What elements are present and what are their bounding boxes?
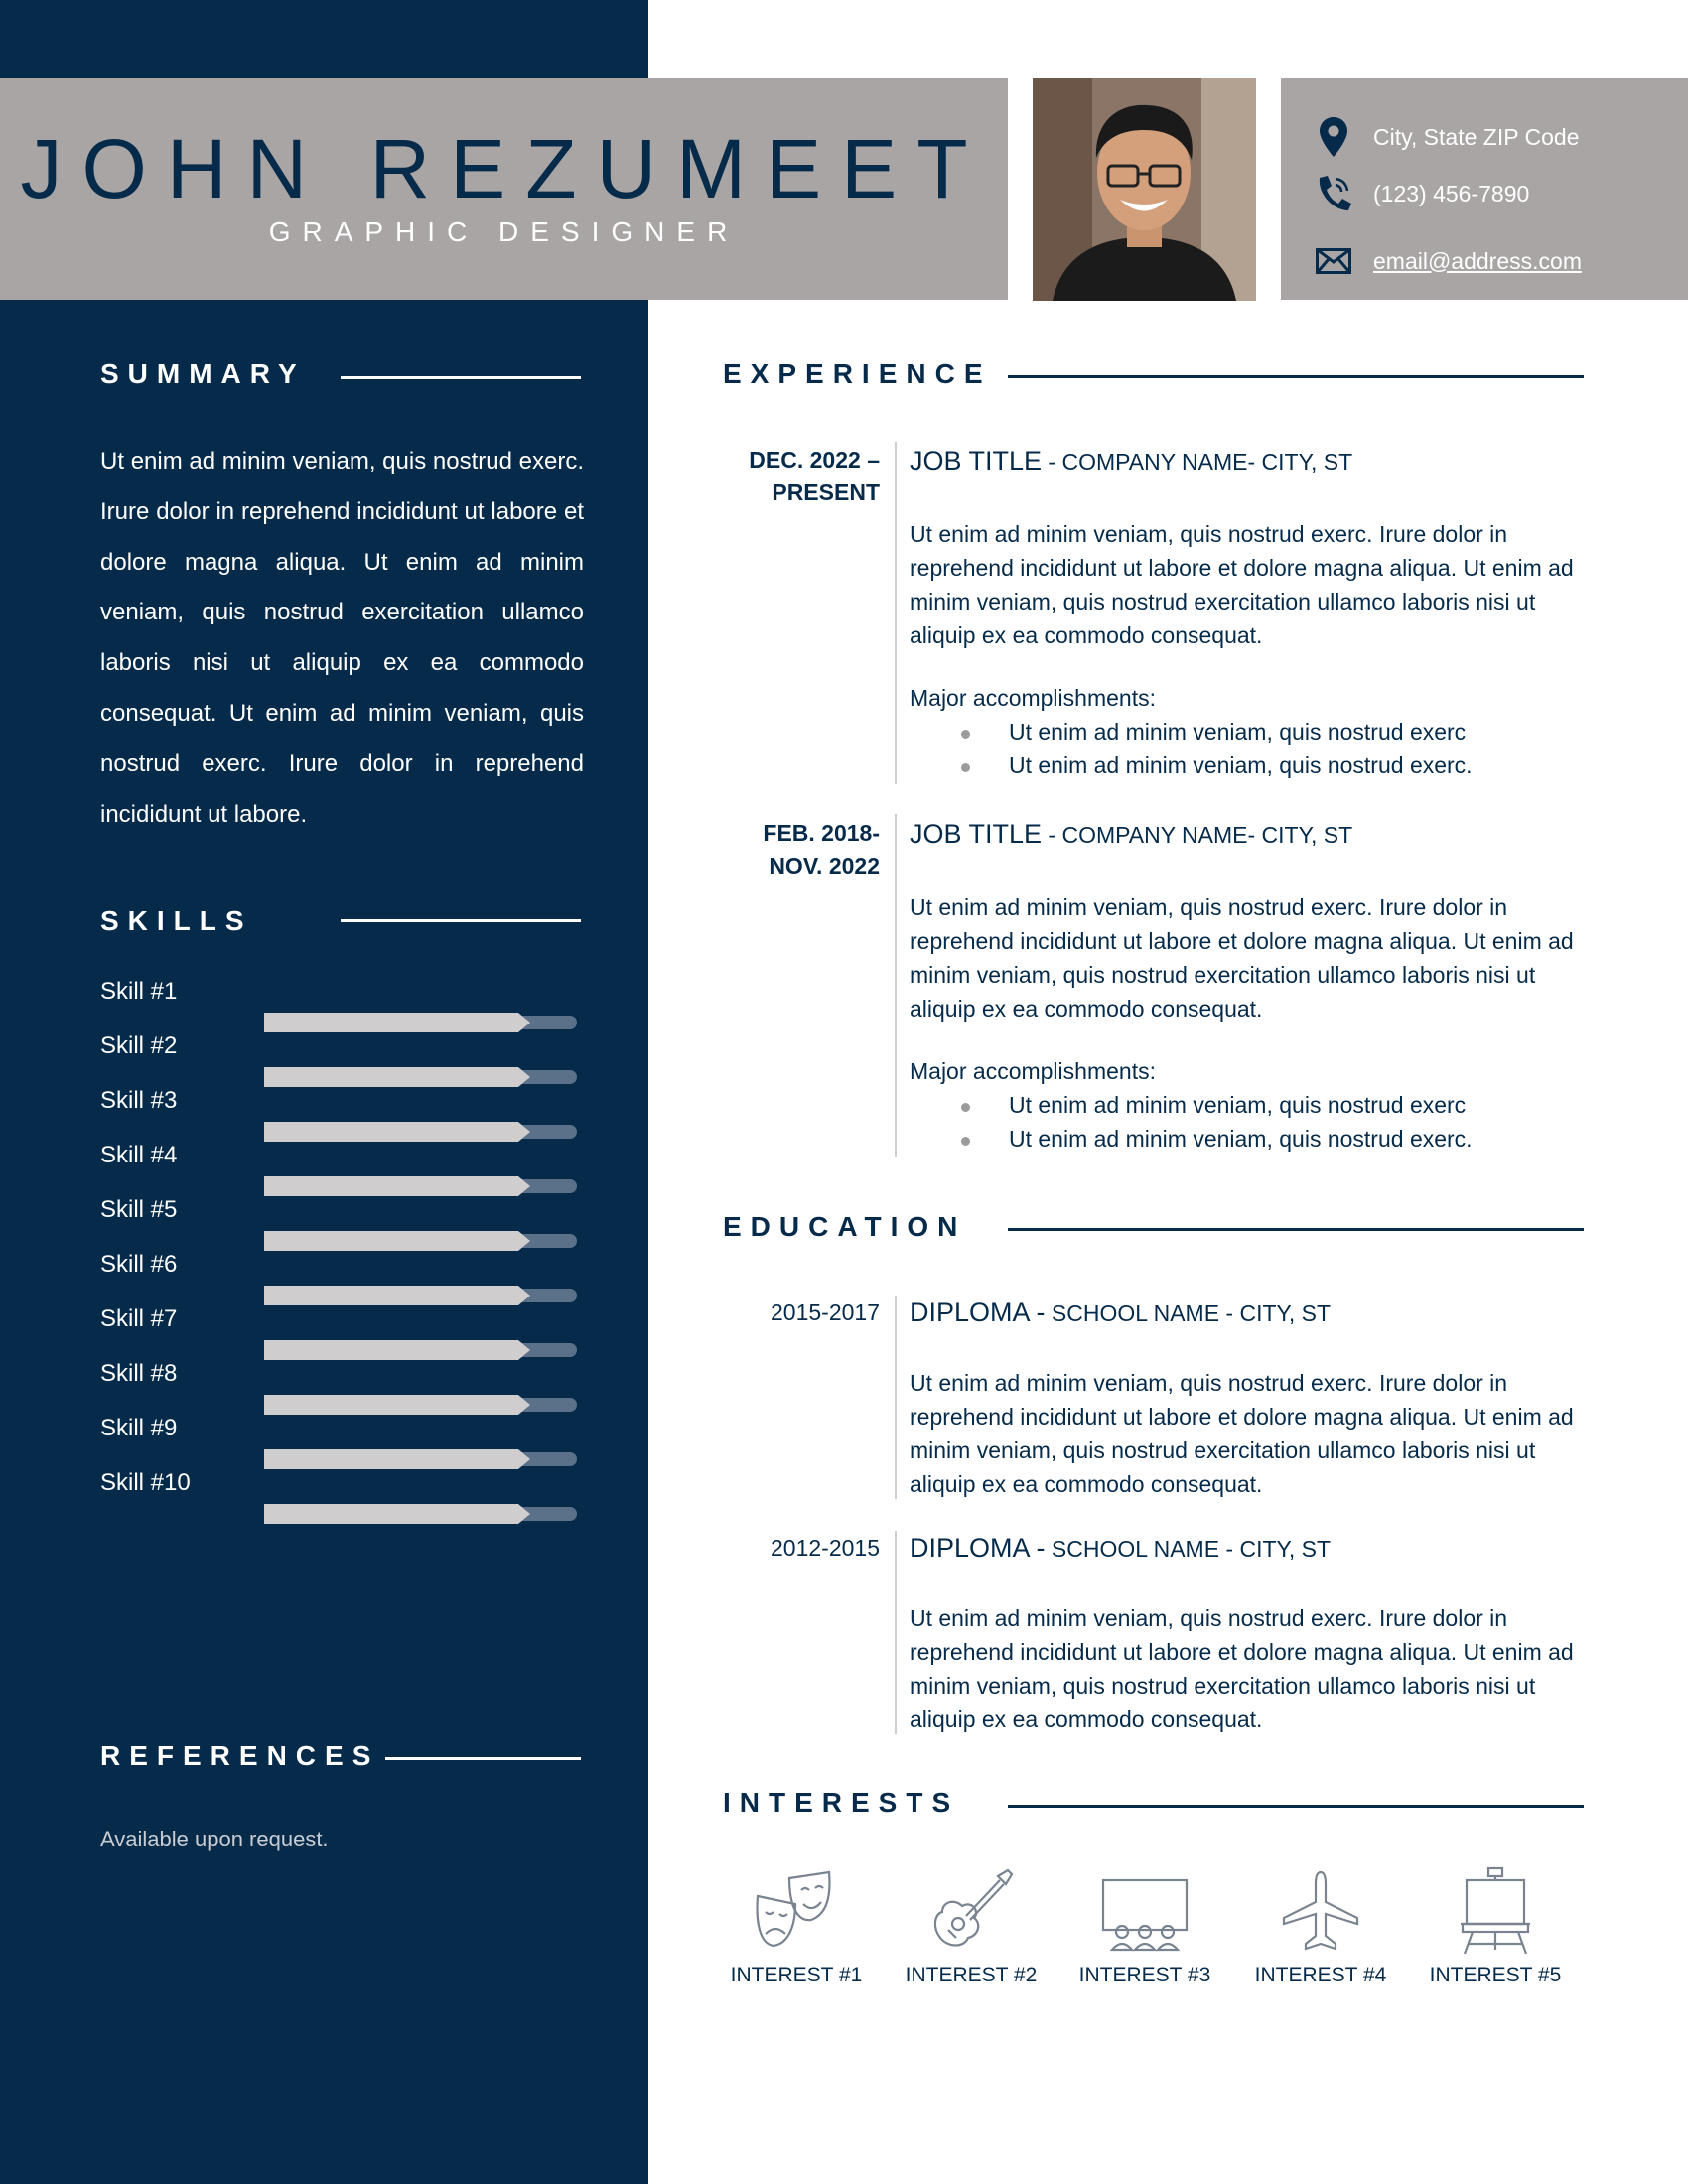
skill-row — [100, 978, 587, 1032]
experience-date — [695, 817, 880, 883]
interest-label: INTEREST #4 — [1254, 1964, 1387, 1986]
date-end: PRESENT — [772, 479, 880, 505]
skill-label: Skill #9 — [100, 1415, 178, 1441]
skills-list — [100, 978, 587, 1524]
phone-icon — [1316, 172, 1351, 215]
references-divider — [385, 1757, 581, 1760]
education-heading: EDUCATION — [723, 1211, 967, 1242]
accomplishment-item: Ut enim ad minim veniam, quis nostrud exerc. — [1009, 752, 1473, 778]
skill-level-bar — [264, 1449, 518, 1469]
diploma-title-text: DIPLOMA - — [910, 1533, 1046, 1563]
education-description: Ut enim ad minim veniam, quis nostrud exerc. Irure dolor in reprehend incididunt ut labore et dolore magna aliqua. Ut enim ad minim veniam, quis nostrud exercitation ullamco laboris nisi ut aliquip ex ea commodo consequat. — [910, 1370, 1574, 1497]
skill-row — [100, 1032, 587, 1087]
candidate-name: JOHN REZUMEET — [20, 122, 988, 215]
education-divider — [1008, 1228, 1584, 1231]
references-heading: REFERENCES — [100, 1740, 380, 1771]
company-name: - COMPANY NAME- CITY, ST — [1042, 822, 1353, 848]
skill-label: Skill #1 — [100, 978, 178, 1005]
interests-divider — [1008, 1805, 1584, 1808]
experience-heading: EXPERIENCE — [723, 358, 992, 389]
timeline-line — [895, 1531, 897, 1734]
airplane-icon — [1276, 1866, 1365, 1956]
job-title-text: JOB TITLE — [910, 819, 1043, 849]
job-title — [910, 819, 1352, 850]
skill-level-bar — [264, 1122, 518, 1142]
education-date: 2015-2017 — [771, 1299, 880, 1325]
interest-item — [1241, 1866, 1400, 1987]
skill-level-bar — [264, 1340, 518, 1360]
timeline-line — [895, 814, 897, 1157]
interest-label: INTEREST #5 — [1429, 1964, 1562, 1986]
interest-item — [1065, 1866, 1224, 1987]
references-text: Available upon request. — [100, 1827, 329, 1851]
skill-level-bar — [264, 1286, 518, 1305]
skill-row — [100, 1196, 587, 1251]
cinema-icon — [1100, 1866, 1190, 1956]
summary-text: Ut enim ad minim veniam, quis nostrud exerc. Irure dolor in reprehend incididunt ut labore et dolore magna aliqua. Ut enim ad minim veniam, quis nostrud exercitation ullamco laboris nisi ut aliquip ex ea commodo consequat. Ut enim ad minim veniam, quis nostrud exerc. Irure dolor in reprehend incididunt ut labore. — [100, 448, 584, 828]
experience-date — [695, 444, 880, 509]
diploma-title — [910, 1297, 1331, 1328]
accomplishments-label: Major accomplishments: — [910, 1058, 1156, 1084]
date-end: NOV. 2022 — [769, 853, 880, 879]
interest-label: INTEREST #3 — [1078, 1964, 1211, 1986]
interests-heading: INTERESTS — [723, 1787, 960, 1818]
date-start: DEC. 2022 – — [749, 447, 880, 473]
skill-label: Skill #4 — [100, 1142, 178, 1168]
education-date: 2012-2015 — [771, 1535, 880, 1561]
skill-row — [100, 1415, 587, 1469]
date-start: FEB. 2018- — [763, 820, 880, 846]
timeline-line — [895, 442, 897, 784]
interest-item — [1416, 1866, 1575, 1987]
summary-heading: SUMMARY — [100, 358, 306, 389]
job-title — [910, 446, 1352, 477]
skill-row — [100, 1087, 587, 1142]
diploma-title — [910, 1533, 1331, 1564]
skill-row — [100, 1251, 587, 1305]
skill-label: Skill #10 — [100, 1469, 191, 1496]
interest-item — [892, 1866, 1051, 1987]
skill-row — [100, 1469, 587, 1524]
email-link[interactable]: email@address.com — [1373, 247, 1582, 274]
theater-masks-icon — [752, 1866, 841, 1956]
contact-phone — [1316, 169, 1529, 218]
contact-email[interactable] — [1316, 236, 1582, 286]
timeline-line — [895, 1296, 897, 1499]
interest-label: INTEREST #2 — [905, 1964, 1038, 1986]
skills-divider — [341, 919, 581, 922]
experience-divider — [1008, 375, 1584, 378]
skill-level-bar — [264, 1231, 518, 1251]
skill-level-bar — [264, 1395, 518, 1415]
interest-label: INTEREST #1 — [730, 1964, 863, 1986]
skill-label: Skill #6 — [100, 1251, 178, 1278]
contact-address — [1316, 112, 1580, 162]
diploma-title-text: DIPLOMA - — [910, 1297, 1046, 1327]
skill-label: Skill #5 — [100, 1196, 178, 1223]
skill-label: Skill #7 — [100, 1305, 178, 1332]
skill-row — [100, 1305, 587, 1360]
accomplishment-item: Ut enim ad minim veniam, quis nostrud exerc — [1009, 1092, 1467, 1118]
school-name: SCHOOL NAME - CITY, ST — [1045, 1536, 1332, 1562]
profile-photo — [1033, 78, 1256, 301]
skill-level-bar — [264, 1504, 518, 1524]
skill-row — [100, 1142, 587, 1196]
envelope-icon — [1316, 239, 1351, 283]
easel-icon — [1451, 1866, 1540, 1956]
skill-row — [100, 1360, 587, 1415]
job-title-text: JOB TITLE — [910, 446, 1043, 476]
guitar-icon — [926, 1866, 1016, 1956]
skill-level-bar — [264, 1176, 518, 1196]
skills-heading: SKILLS — [100, 905, 253, 936]
skill-label: Skill #2 — [100, 1032, 178, 1059]
accomplishment-item: Ut enim ad minim veniam, quis nostrud exerc. — [1009, 1126, 1473, 1152]
education-description: Ut enim ad minim veniam, quis nostrud exerc. Irure dolor in reprehend incididunt ut labore et dolore magna aliqua. Ut enim ad minim veniam, quis nostrud exercitation ullamco laboris nisi ut aliquip ex ea commodo consequat. — [910, 1605, 1574, 1732]
interest-item — [717, 1866, 876, 1987]
accomplishment-item: Ut enim ad minim veniam, quis nostrud exerc — [1009, 719, 1467, 745]
job-description: Ut enim ad minim veniam, quis nostrud exerc. Irure dolor in reprehend incididunt ut labore et dolore magna aliqua. Ut enim ad minim veniam, quis nostrud exercitation ullamco laboris nisi ut aliquip ex ea commodo consequat. — [910, 521, 1574, 648]
job-description: Ut enim ad minim veniam, quis nostrud exerc. Irure dolor in reprehend incididunt ut labore et dolore magna aliqua. Ut enim ad minim veniam, quis nostrud exercitation ullamco laboris nisi ut aliquip ex ea commodo consequat. — [910, 894, 1574, 1022]
school-name: SCHOOL NAME - CITY, ST — [1045, 1300, 1332, 1326]
avatar — [1033, 78, 1256, 301]
skill-level-bar — [264, 1067, 518, 1087]
candidate-role: GRAPHIC DESIGNER — [268, 216, 740, 247]
skill-level-bar — [264, 1013, 518, 1032]
accomplishments-label: Major accomplishments: — [910, 685, 1156, 711]
phone-text: (123) 456-7890 — [1373, 180, 1530, 206]
skill-label: Skill #8 — [100, 1360, 178, 1387]
address-text: City, State ZIP Code — [1373, 123, 1580, 150]
company-name: - COMPANY NAME- CITY, ST — [1042, 449, 1353, 475]
skill-label: Skill #3 — [100, 1087, 178, 1114]
summary-divider — [341, 376, 581, 379]
location-pin-icon — [1316, 115, 1351, 159]
